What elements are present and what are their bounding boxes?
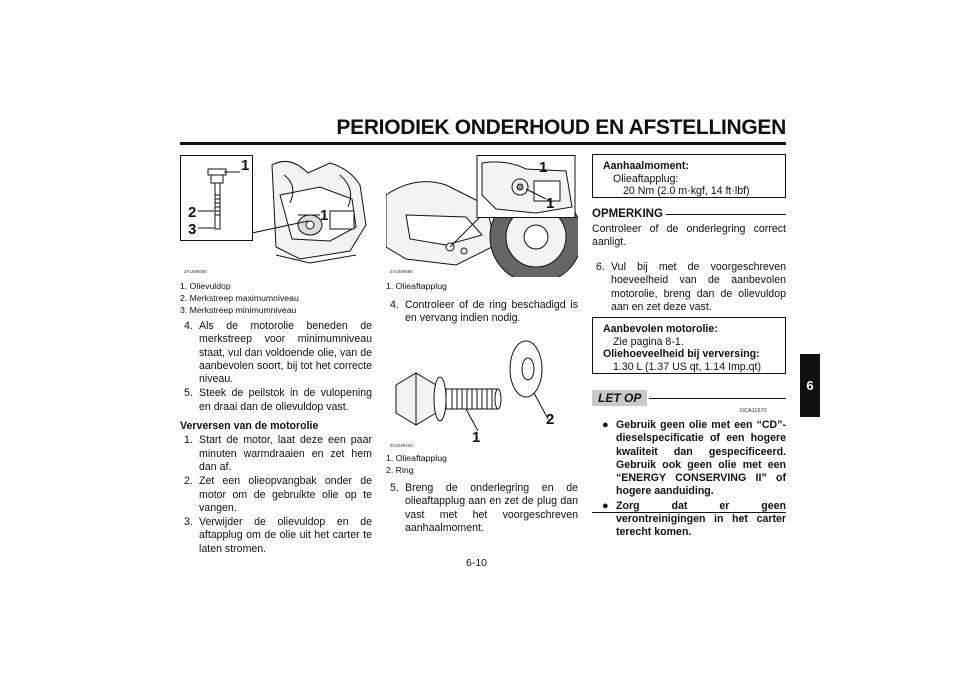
caution-bullet: [600, 500, 786, 540]
step-1-start-engine: [180, 434, 372, 474]
caution-heading-rule: [649, 398, 786, 399]
step-5-install-plug: [386, 482, 578, 535]
oil-spec-line-1: Zie pagina 8-1.: [613, 335, 684, 348]
step-number: 1.: [184, 434, 193, 447]
step-number: 5.: [390, 482, 399, 494]
step-text: Zet een olieopvangbak onder de motor om de gebruikte olie op te vangen.: [199, 475, 372, 514]
oil-spec-line-2: 1.30 L (1.37 US qt, 1.14 Imp.qt): [613, 360, 762, 373]
step-number: 5.: [184, 387, 193, 400]
caution-bullet: [600, 419, 786, 499]
figure-drain-plug-drawing: [386, 155, 578, 277]
figure-oil-filler-cap-drawing: [180, 155, 370, 277]
figure2-callout-1-main: 1: [546, 195, 555, 212]
caution-label: LET OP: [592, 390, 647, 406]
oil-spec-box: [592, 317, 786, 374]
note-heading: [592, 208, 786, 220]
figure2-caption: 1. Olieaftapplug: [386, 281, 447, 291]
figure3-callout-1: 1: [472, 429, 481, 446]
step-text: Breng de onderlegring en de olieaftapplug aan en zet de plug dan vast met het voorgeschreven aanhaalmoment.: [405, 482, 578, 534]
bullet-icon: ●: [602, 499, 609, 512]
figure1-caption-1: 1. Olievuldop: [180, 281, 231, 291]
step-number: 6.: [596, 261, 605, 273]
caution-bullet-text: Zorg dat er geen verontreinigingen in het carter terecht komen.: [616, 499, 786, 539]
left-column: [180, 281, 372, 557]
figure1-callout-3: 3: [188, 221, 197, 238]
right-column-step6: [592, 261, 786, 315]
step-6-refill-oil: [592, 261, 786, 314]
figure2-callout-1-inset: 1: [539, 159, 548, 176]
figure3-id: ZAUM0130: [390, 443, 413, 448]
step-text: Als de motorolie beneden de merkstreep voor minimumniveau staat, vul dan voldoende olie, van de aanbevolen soort, bij tot het correcte niveau.: [199, 320, 372, 386]
torque-spec-title: Aanhaalmoment:: [603, 160, 689, 172]
step-text: Vul bij met de voorgeschreven hoeveelheid van de aanbevolen motorolie, breng dan de olievuldop aan en zet deze vast.: [611, 261, 786, 313]
figure3-callout-2: 2: [546, 411, 555, 428]
caution-bullets: [600, 419, 786, 541]
step-text: Verwijder de olievuldop en de aftapplug om de olie uit het carter te laten stromen.: [199, 516, 372, 555]
chapter-tab: 6: [800, 354, 820, 417]
figure-bolt-and-ring: [386, 333, 578, 451]
step-number: 2.: [184, 475, 193, 488]
figure1-id: ZAUM0680: [184, 269, 207, 274]
figure-drain-plug-location: [386, 155, 578, 277]
page-number: 6-10: [466, 557, 488, 569]
note-heading-label: OPMERKING: [592, 208, 663, 220]
figure1-caption-3: 3. Merkstreep minimumniveau: [180, 305, 297, 315]
figure-bolt-ring-drawing: [386, 333, 578, 451]
step-3-remove-plug: [180, 516, 372, 556]
page-header-title: PERIODIEK ONDERHOUD EN AFSTELLINGEN: [336, 116, 786, 139]
step-5-insert-dipstick: [180, 387, 372, 414]
step-number: 3.: [184, 516, 193, 529]
step-2-drain-pan: [180, 475, 372, 515]
torque-spec-box: [592, 154, 786, 198]
header-rule: [180, 142, 786, 145]
middle-column-bottom: [386, 453, 578, 536]
step-text: Controleer of de ring beschadigd is en vervang indien nodig.: [405, 299, 578, 325]
caution-bullet-text: Gebruik geen olie met een “CD”-dieselspecificatie of een hogere kwaliteit dan gespecificeerd. Gebruik ook geen olie met een “ENERGY CONSERVING II” of hogere aanduiding.: [616, 419, 786, 498]
caution-heading: [592, 390, 786, 406]
step-number: 4.: [184, 320, 193, 332]
section-title-oil-change: Verversen van de motorolie: [180, 420, 319, 433]
step-text: Steek de peilstok in de vulopening en draai dan de olievuldop vast.: [199, 387, 372, 413]
bullet-icon: ●: [602, 419, 609, 431]
figure1-caption-2: 2. Merkstreep maximumniveau: [180, 293, 299, 303]
caution-code: DCA11670: [740, 408, 767, 414]
oil-spec-title-2: Oliehoeveelheid bij verversing:: [603, 348, 760, 360]
step-text: Start de motor, laat deze een paar minuten warmdraaien en zet hem dan af.: [199, 434, 372, 473]
step-4-check-ring: [386, 299, 578, 326]
note-text: Controleer of de onderlegring correct aanligt.: [592, 223, 786, 249]
torque-spec-item: Olieaftapplug:: [613, 172, 679, 185]
note-heading-rule: [666, 214, 786, 215]
figure2-id: ZAUM0686: [390, 269, 413, 274]
figure-oil-filler-cap: [180, 155, 370, 277]
caution-end-rule: [592, 512, 786, 513]
figure3-caption-1: 1. Olieaftapplug: [386, 453, 447, 463]
middle-column-top: [386, 281, 578, 327]
figure3-caption-2: 2. Ring: [386, 465, 414, 475]
figure1-callout-2: 2: [188, 204, 197, 221]
step-4-refill: [180, 320, 372, 386]
oil-spec-title-1: Aanbevolen motorolie:: [603, 323, 718, 335]
figure1-callout-1-top: 1: [241, 157, 250, 174]
torque-spec-value: 20 Nm (2.0 m·kgf, 14 ft·lbf): [623, 185, 750, 197]
figure1-callout-1-right: 1: [320, 207, 329, 224]
step-number: 4.: [390, 299, 399, 311]
